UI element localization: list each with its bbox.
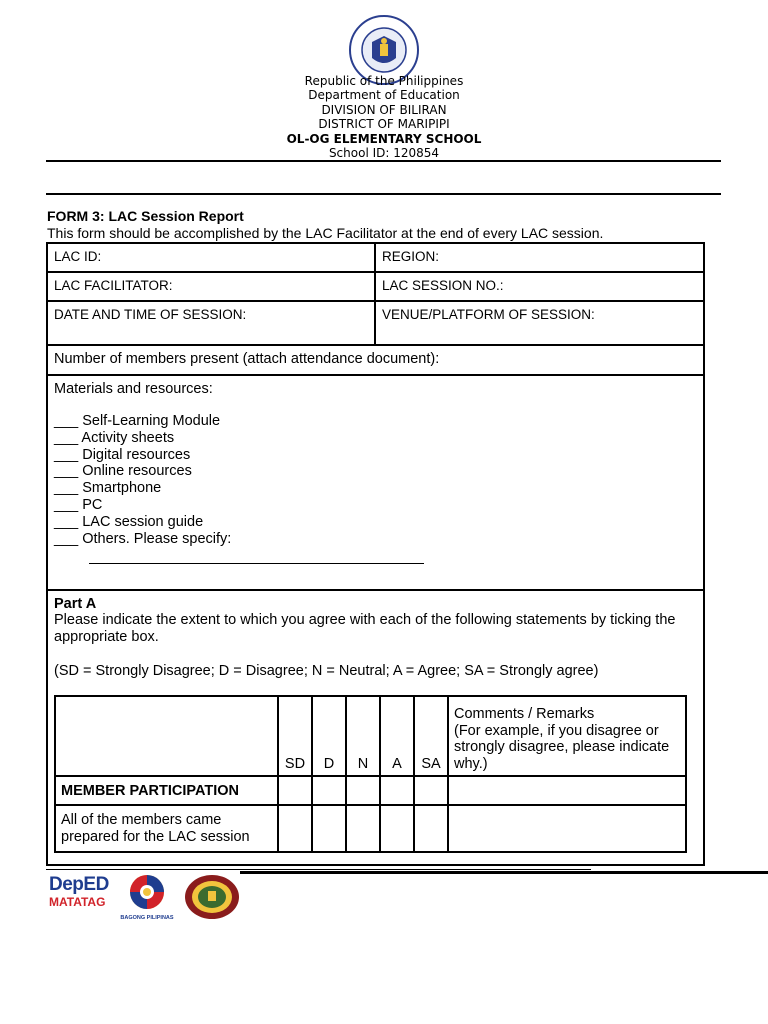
lac-report-table [46, 242, 705, 866]
letterhead-department: Department of Education [308, 88, 460, 103]
deped-matatag-logo [49, 874, 113, 920]
scale-a-header: A [380, 696, 414, 776]
materials-heading: Materials and resources: [54, 381, 213, 397]
rating-box-d[interactable] [312, 805, 346, 852]
letterhead-republic: Republic of the Philippines [304, 74, 464, 88]
material-item[interactable]: ___ Smartphone [54, 480, 162, 497]
matatag-logo-text: MATATAG [49, 895, 106, 909]
region-field[interactable]: REGION: [375, 243, 704, 272]
letterhead [0, 74, 768, 160]
school-seal-icon [184, 874, 240, 920]
rating-box[interactable] [380, 776, 414, 805]
material-item[interactable]: ___ Others. Please specify: [54, 530, 232, 547]
materials-section [47, 375, 704, 590]
member-participation-heading: MEMBER PARTICIPATION [55, 776, 278, 805]
rating-box-sd[interactable] [278, 805, 312, 852]
letterhead-division: DIVISION OF BILIRAN [321, 102, 447, 117]
bagong-pilipinas-emblem-icon [129, 874, 165, 910]
rating-table [54, 695, 687, 853]
material-item[interactable]: ___ PC [54, 496, 103, 513]
material-item[interactable]: ___ Self-Learning Module [54, 413, 221, 429]
rating-box-sa[interactable] [414, 805, 448, 852]
part-a-instruction: Please indicate the extent to which you agree with each of the following statements by ticking the appropriate box. [54, 612, 676, 645]
bagong-pilipinas-text: BAGONG PILIPINAS [120, 915, 174, 921]
rating-box[interactable] [346, 776, 380, 805]
facilitator-field[interactable]: LAC FACILITATOR: [47, 272, 375, 301]
bagong-pilipinas-logo [118, 874, 176, 920]
session-no-field[interactable]: LAC SESSION NO.: [375, 272, 704, 301]
material-item[interactable]: ___ Activity sheets [54, 429, 175, 446]
others-specify-line[interactable] [89, 547, 424, 564]
venue-field[interactable]: VENUE/PLATFORM OF SESSION: [375, 301, 704, 345]
comments-instruction: (For example, if you disagree or strongly disagree, please indicate why.) [454, 722, 670, 772]
rating-box-a[interactable] [380, 805, 414, 852]
header-divider-2 [46, 193, 721, 195]
letterhead-district: DISTRICT OF MARIPIPI [318, 117, 450, 132]
scale-n-header: N [346, 696, 380, 776]
lac-id-field[interactable]: LAC ID: [47, 243, 375, 272]
comments-title: Comments / Remarks [454, 706, 595, 723]
deped-logo-text: DepED [49, 874, 109, 895]
comments-header [448, 696, 686, 776]
form-title: FORM 3: LAC Session Report [47, 208, 244, 224]
material-item[interactable]: ___ Online resources [54, 463, 192, 480]
footer-divider [46, 869, 591, 870]
part-a-legend: (SD = Strongly Disagree; D = Disagree; N = Neutral; A = Agree; SA = Strongly agree) [54, 662, 599, 679]
form-description: This form should be accomplished by the LAC Facilitator at the end of every LAC session. [47, 225, 604, 241]
letterhead-school-id: School ID: 120854 [328, 146, 440, 161]
part-a-section [47, 590, 704, 865]
part-a-title: Part A [54, 596, 97, 612]
comments-input[interactable] [448, 805, 686, 852]
material-item[interactable]: ___ Digital resources [54, 446, 191, 463]
rating-box[interactable] [278, 776, 312, 805]
letterhead-school-name: OL-OG ELEMENTARY SCHOOL [286, 131, 482, 146]
date-time-field[interactable]: DATE AND TIME OF SESSION: [47, 301, 375, 345]
footer-divider-thick [240, 871, 768, 874]
statement-1: All of the members came prepared for the LAC session [55, 805, 278, 852]
material-item[interactable]: ___ LAC session guide [54, 513, 204, 530]
header-divider [46, 160, 721, 162]
statement-header-cell [55, 696, 278, 776]
rating-box-n[interactable] [346, 805, 380, 852]
comments-cell[interactable] [448, 776, 686, 805]
members-present-field[interactable]: Number of members present (attach attendance document): [47, 345, 704, 375]
scale-sd-header: SD [278, 696, 312, 776]
scale-sa-header: SA [414, 696, 448, 776]
scale-d-header: D [312, 696, 346, 776]
rating-box[interactable] [312, 776, 346, 805]
rating-box[interactable] [414, 776, 448, 805]
